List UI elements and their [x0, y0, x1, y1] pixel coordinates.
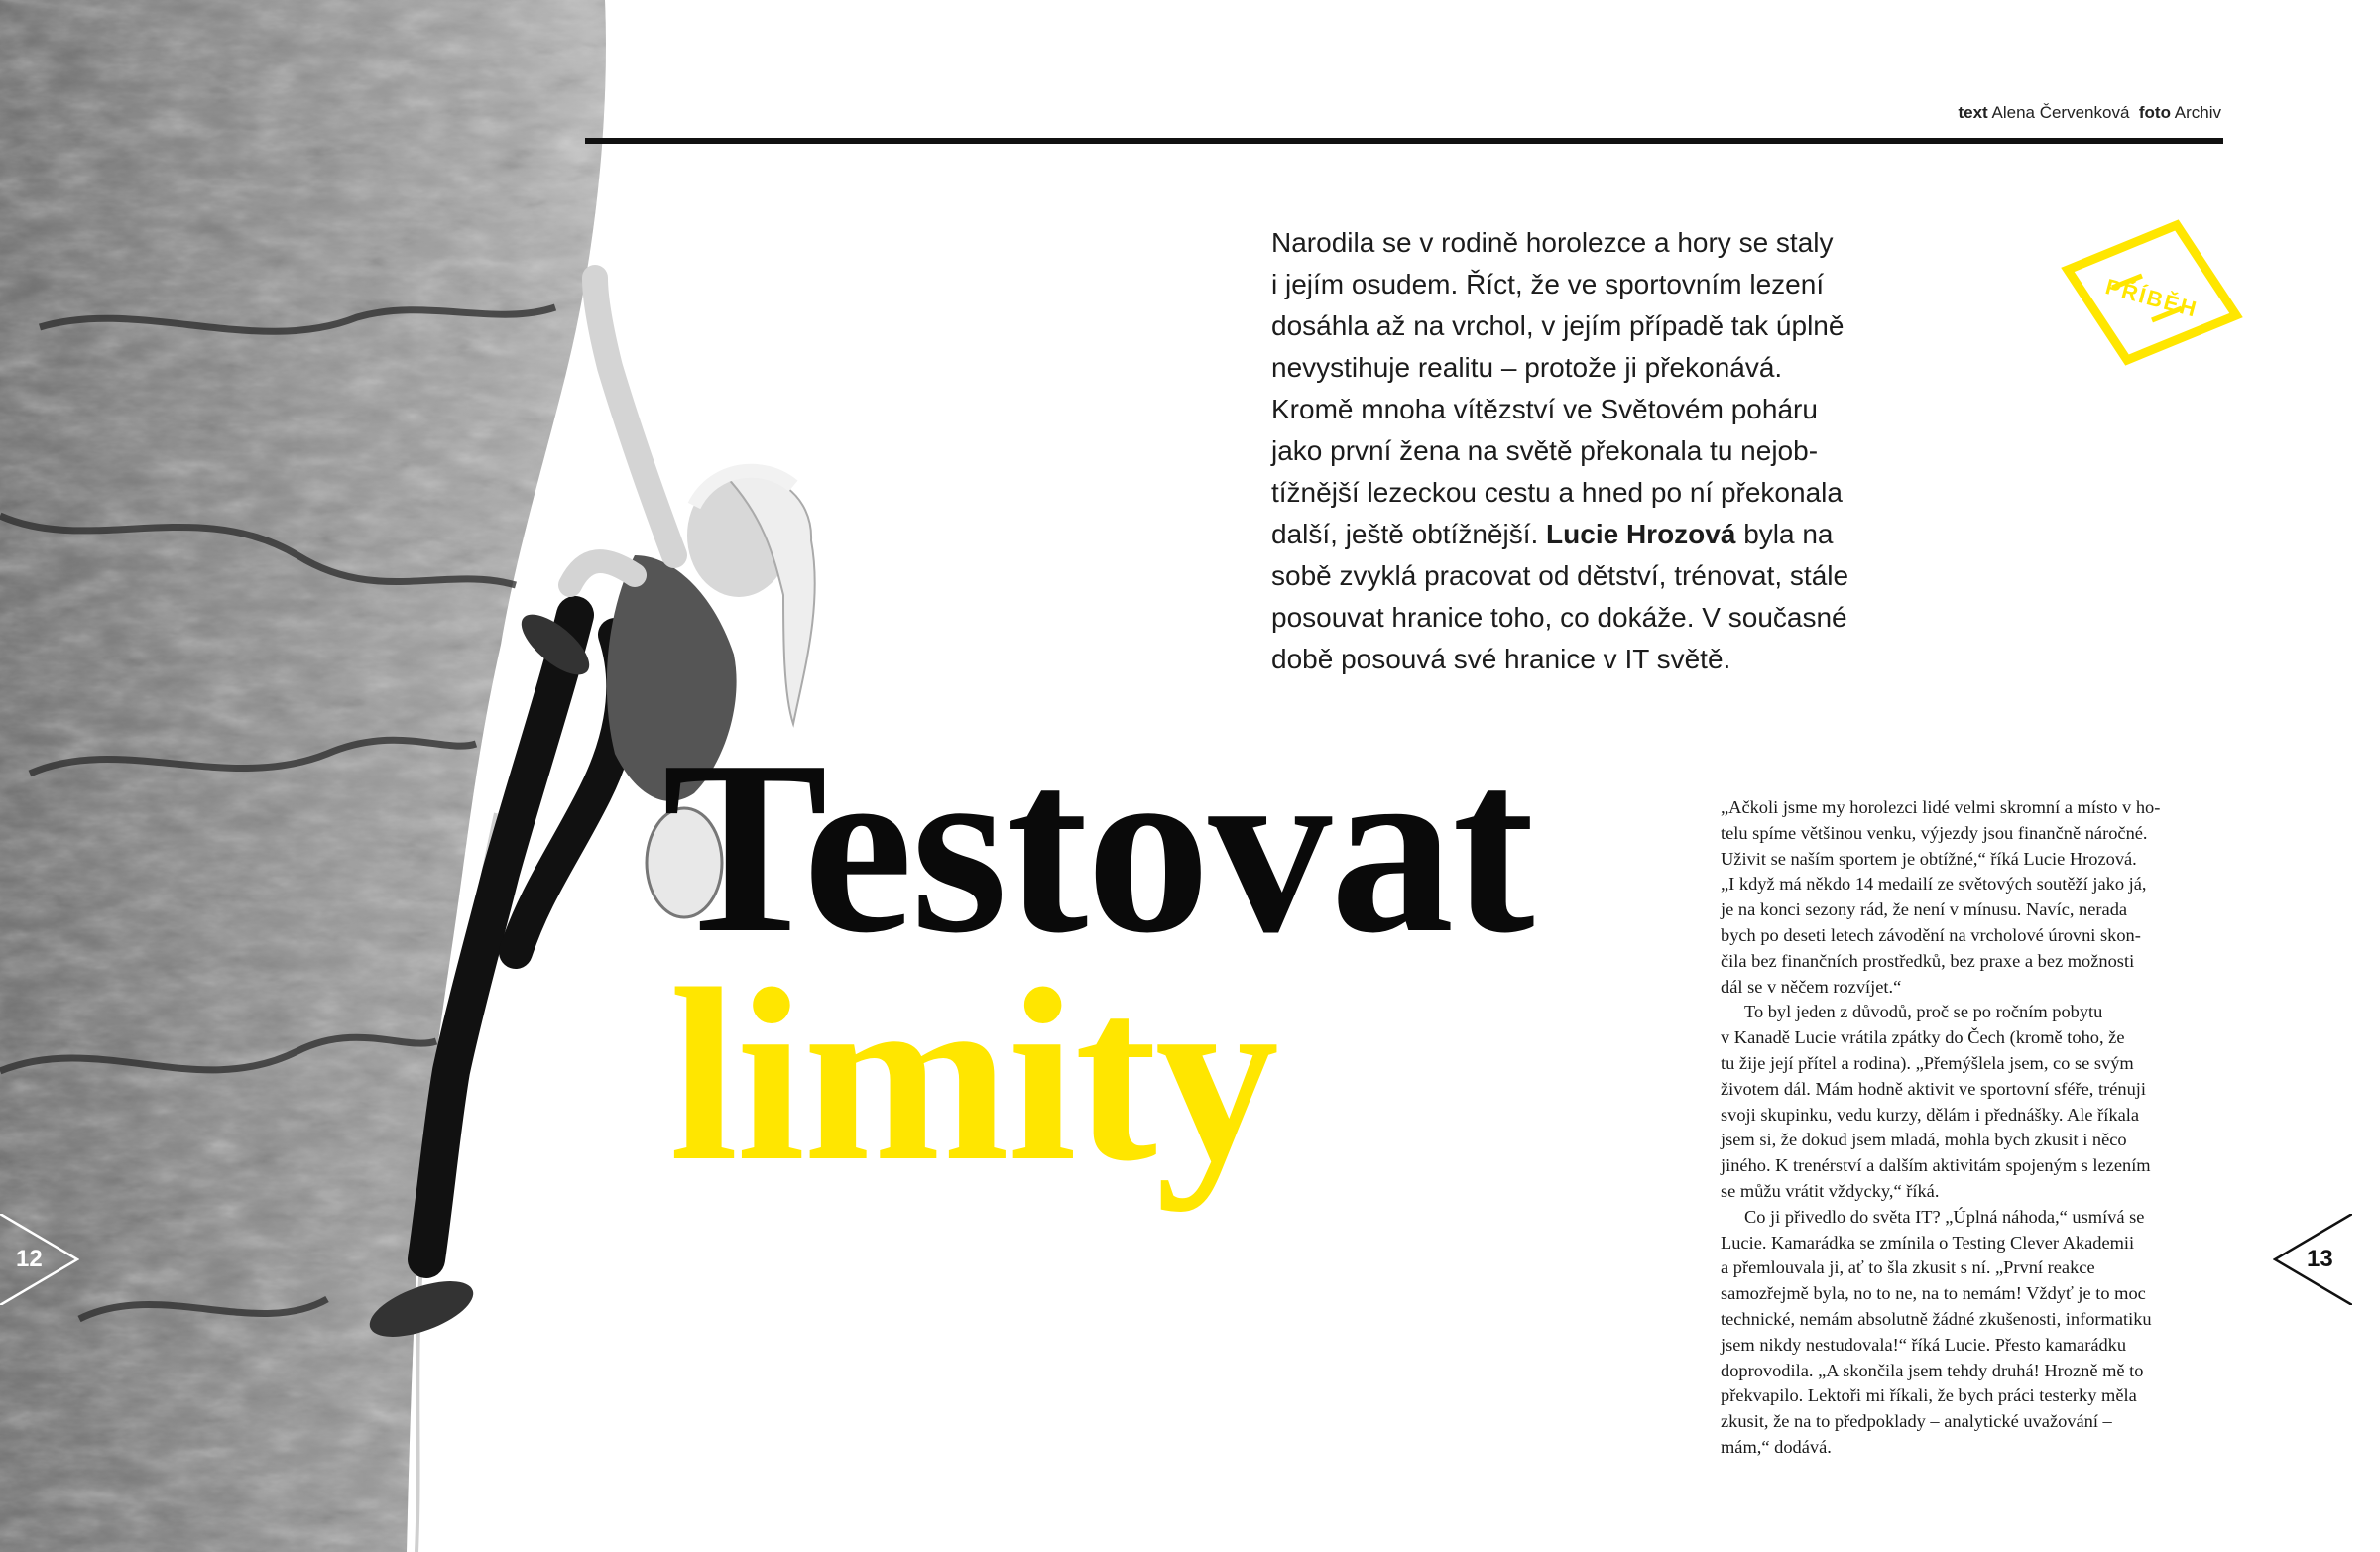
body-line: „Ačkoli jsme my horolezci lidé velmi skromní a místo v ho-: [1721, 797, 2161, 817]
lead-line-part: další, ještě obtížnější.: [1271, 519, 1539, 549]
lead-line: sobě zvyklá pracovat od dětství, trénovat, stále: [1271, 560, 1849, 591]
credit-text-label: text: [1958, 103, 1988, 122]
lead-line: i jejím osudem. Říct, že ve sportovním lezení: [1271, 269, 1825, 299]
body-line: samozřejmě byla, no to ne, na to nemám! Vždyť je to moc: [1721, 1283, 2146, 1304]
credit-author: Alena Červenková: [1991, 103, 2130, 122]
page-number-left: [0, 1214, 79, 1305]
body-line: jsem nikdy nestudovala!“ říká Lucie. Přesto kamarádku: [1721, 1334, 2127, 1355]
credit-foto-label: foto: [2138, 103, 2171, 122]
body-line: telu spíme většinou venku, výjezdy jsou finančně náročné.: [1721, 822, 2148, 843]
body-line: Co ji přivedlo do světa IT? „Úplná náhoda,“ usmívá se: [1744, 1206, 2145, 1227]
lead-line: tížnější lezeckou cestu a hned po ní překonala: [1271, 477, 1843, 508]
lead-line: Kromě mnoha vítězství ve Světovém poháru: [1271, 394, 1818, 424]
badge-label: PŘÍBĚH: [2102, 274, 2202, 322]
lead-paragraph: [1271, 222, 1906, 680]
headline-line1: Testovat: [662, 710, 1533, 985]
lead-line: nevystihuje realitu – protože ji překonává.: [1271, 352, 1783, 383]
lead-line: jako první žena na světě překonala tu nejob-: [1271, 435, 1819, 466]
body-line: technické, nemám absolutně žádné zkušenosti, informatiku: [1721, 1308, 2152, 1329]
body-line: čila bez finančních prostředků, bez praxe a bez možnosti: [1721, 950, 2135, 971]
body-line: v Kanadě Lucie vrátila zpátky do Čech (kromě toho, že: [1721, 1027, 2125, 1048]
body-line: svoji skupinku, vedu kurzy, dělám i přednášky. Ale říkala: [1721, 1104, 2140, 1125]
body-line: životem dál. Mám hodně aktivit ve sportovní sféře, trénuji: [1721, 1078, 2147, 1099]
lead-line: posouvat hranice toho, co dokáže. V současné: [1271, 602, 1847, 633]
category-badge: [2053, 218, 2251, 377]
lead-line: Narodila se v rodině horolezce a hory se staly: [1271, 227, 1834, 258]
body-line: To byl jeden z důvodů, proč se po ročním pobytu: [1744, 1002, 2103, 1022]
lead-name: Lucie Hrozová: [1546, 519, 1736, 549]
body-line: Lucie. Kamarádka se zmínila o Testing Clever Akademii: [1721, 1232, 2135, 1253]
body-line: se můžu vrátit vždycky,“ říká.: [1721, 1180, 1940, 1201]
lead-line-with-name: [1271, 514, 1906, 555]
page-number-left-label: 12: [16, 1246, 43, 1272]
body-line: je na konci sezony rád, že není v mínusu. Navíc, nerada: [1721, 899, 2128, 920]
body-line: a přemlouvala ji, ať to šla zkusit s ní. „První reakce: [1721, 1257, 2095, 1278]
body-line: tu žije její přítel a rodina). „Přemýšlela jsem, co se svým: [1721, 1052, 2134, 1073]
lead-line: době posouvá své hranice v IT světě.: [1271, 644, 1731, 674]
top-rule: [585, 138, 2223, 144]
page-number-right-label: 13: [2307, 1246, 2333, 1272]
body-text: [1721, 795, 2216, 1461]
body-line: „I když má někdo 14 medailí ze světových soutěží jako já,: [1721, 874, 2147, 895]
body-line: Uživit se naším sportem je obtížné,“ říká Lucie Hrozová.: [1721, 848, 2137, 869]
body-line: doprovodila. „A skončila jsem tehdy druhá! Hrozně mě to: [1721, 1360, 2144, 1380]
page-number-right: [2273, 1214, 2352, 1305]
article-credit: [1958, 103, 2221, 123]
body-line: jsem si, že dokud jsem mladá, mohla bych zkusit i něco: [1721, 1130, 2127, 1150]
lead-line: dosáhla až na vrchol, v jejím případě tak úplně: [1271, 310, 1844, 341]
headline-line2: limity: [669, 938, 1277, 1213]
lead-line-part: byla na: [1743, 519, 1834, 549]
body-line: mám,“ dodává.: [1721, 1436, 1832, 1457]
body-line: zkusit, že na to předpoklady – analytické uvažování –: [1721, 1411, 2112, 1432]
body-line: jiného. K trenérství a dalším aktivitám spojeným s lezením: [1721, 1155, 2151, 1176]
body-line: bych po deseti letech závodění na vrcholové úrovni skon-: [1721, 924, 2141, 945]
body-line: překvapilo. Lektoři mi říkali, že bych práci testerky měla: [1721, 1385, 2137, 1406]
credit-photo-source: Archiv: [2174, 103, 2221, 122]
body-line: dál se v něčem rozvíjet.“: [1721, 976, 1902, 997]
